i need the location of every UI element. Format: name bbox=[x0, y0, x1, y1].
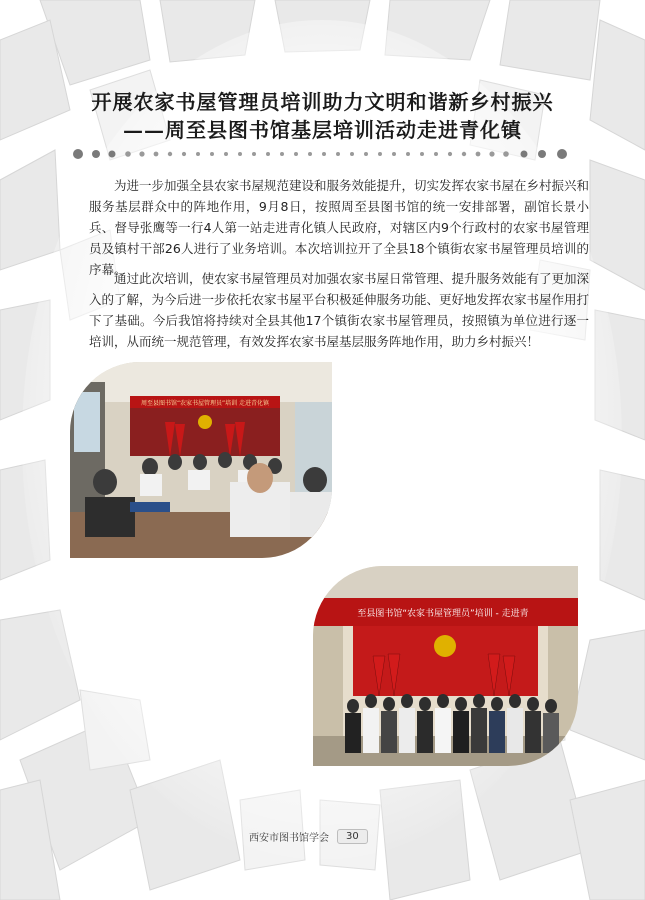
paragraph-1: 为进一步加强全县农家书屋规范建设和服务效能提升，切实发挥农家书屋在乡村振兴和服务基层群众中的阵地作用，9月8日，按照周至县图书馆的统一安排部署，副馆长景小兵、督导张鹰等一行4人第一站走进青化镇人民政府，对辖区内9个行政村的农家书屋管理员及镇村干部26人进行了业务培训。本次培训拉开了全县18个镇街农家书屋管理员培训的序幕。 bbox=[89, 178, 590, 277]
training-room-photo bbox=[70, 362, 332, 558]
article-title: 开展农家书屋管理员培训助力文明和谐新乡村振兴 bbox=[91, 90, 554, 114]
page-number: 30 bbox=[337, 829, 368, 844]
photo2-banner-text: 至县图书馆“农家书屋管理员”培训 - 走进青 bbox=[357, 609, 529, 619]
group-photo bbox=[313, 566, 578, 766]
article-subtitle: ——周至县图书馆基层培训活动走进青化镇 bbox=[123, 118, 522, 142]
paragraph-2: 通过此次培训，使农家书屋管理员对加强农家书屋日常管理、提升服务效能有了更加深入的了解，为今后进一步依托农家书屋平台积极延伸服务功能、更好地发挥农家书屋作用打下了基础。今后我馆将持续对全县其他17个镇街农家书屋管理员，按照镇为单位进行逐一培训，从而统一规范管理，有效发挥农家书屋基层服务阵地作用，助力乡村振兴！ bbox=[89, 271, 590, 349]
page-footer bbox=[247, 826, 368, 846]
publisher-name: 西安市图书馆学会 bbox=[249, 832, 329, 844]
photo1-banner-text: 周至县图书馆“农家书屋管理员”培训 走进青化镇 bbox=[140, 400, 270, 407]
dot-divider bbox=[72, 147, 572, 161]
